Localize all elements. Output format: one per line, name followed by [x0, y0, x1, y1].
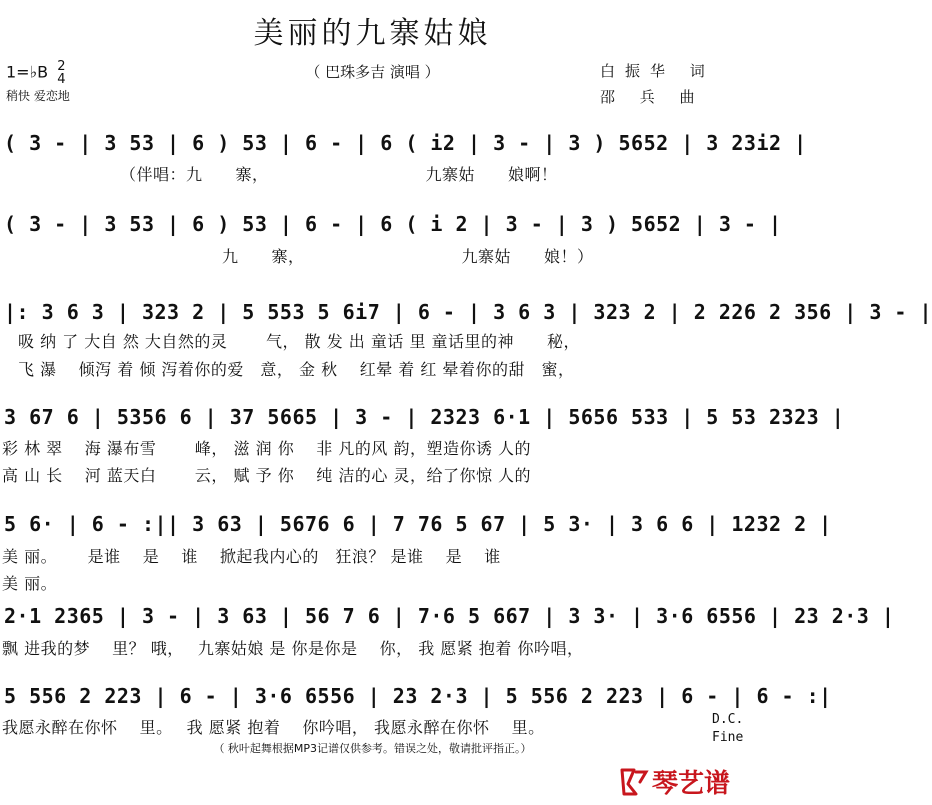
music-line-5: 5 6· | 6 - :|| 3 63 | 5676 6 | 7 76 5 67 | 5 3· | 3 6 6 | 1232 2 |: [4, 512, 832, 536]
fine-marking: Fine: [712, 730, 744, 745]
lyric-line-7: 我愿永醉在你怀 里。 我 愿紧 抱着 你吟唱， 我愿永醉在你怀 里。: [2, 718, 545, 737]
song-title: 美丽的九寨姑娘: [253, 16, 492, 51]
lyricist-credit: 白振华 词: [600, 62, 715, 80]
lyric-line-3b: 飞 瀑 倾泻 着 倾 泻着你的爱 意， 金 秋 红晕 着 红 晕着你的甜 蜜，: [18, 360, 575, 379]
logo-mark-icon: [622, 770, 646, 794]
footnote: （ 秋叶起舞根据MP3记谱仅供参考。错误之处，敬请批评指正。）: [213, 742, 532, 755]
music-line-1: ( 3 - | 3 53 | 6 ) 53 | 6 - | 6 ( i2 | 3 - | 3 ) 5652 | 3 23i2 |: [4, 131, 807, 155]
tempo-marking: 稍快 爱恋地: [6, 89, 70, 103]
music-line-4: 3 67 6 | 5356 6 | 37 5665 | 3 - | 2323 6·1 | 5656 533 | 5 53 2323 |: [4, 405, 845, 429]
dc-marking: D.C.: [712, 712, 744, 727]
lyric-line-4a: 彩 林 翠 海 瀑布雪 峰， 滋 润 你 非 凡的风 韵，塑造你诱 人的: [2, 439, 532, 458]
lyric-line-4b: 高 山 长 河 蓝天白 云， 赋 予 你 纯 洁的心 灵，给了你惊 人的: [2, 466, 532, 485]
lyric-line-3a: 吸 纳 了 大自 然 大自然的灵 气， 散 发 出 童话 里 童话里的神 秘，: [18, 332, 581, 351]
meter-top: 2: [57, 59, 66, 74]
lyric-line-6: 飘 进我的梦 里？ 哦， 九寨姑娘 是 你是你是 你， 我 愿紧 抱着 你吟唱，: [2, 639, 584, 658]
meter-bottom: 4: [57, 72, 66, 87]
lyric-line-5a: 美 丽。 是谁 是 谁 掀起我内心的 狂浪？ 是谁 是 谁: [2, 547, 501, 566]
site-logo: [618, 764, 736, 800]
lyric-line-1: （伴唱：九 寨， 九寨姑 娘啊！: [120, 165, 558, 184]
composer-credit: 邵 兵 曲: [600, 88, 705, 106]
lyric-line-5b: 美 丽。: [2, 574, 58, 593]
music-line-7: 5 556 2 223 | 6 - | 3·6 6556 | 23 2·3 | 5 556 2 223 | 6 - | 6 - :|: [4, 684, 832, 708]
key-signature: [6, 60, 65, 86]
music-line-2: ( 3 - | 3 53 | 6 ) 53 | 6 - | 6 ( i 2 | 3 - | 3 ) 5652 | 3 - |: [4, 212, 782, 236]
lyric-line-2: 九 寨， 九寨姑 娘！）: [222, 247, 594, 266]
performer-subtitle: （ 巴珠多吉 演唱 ）: [305, 63, 440, 81]
music-line-6: 2·1 2365 | 3 - | 3 63 | 56 7 6 | 7·6 5 667 | 3 3· | 3·6 6556 | 23 2·3 |: [4, 604, 895, 628]
logo-text: 琴艺谱: [652, 769, 731, 799]
key-label: 1=♭B: [6, 62, 49, 82]
music-line-3: |: 3 6 3 | 323 2 | 5 553 5 6i7 | 6 - | 3 6 3 | 323 2 | 2 226 2 356 | 3 - |: [4, 300, 932, 324]
time-signature: [57, 60, 65, 86]
